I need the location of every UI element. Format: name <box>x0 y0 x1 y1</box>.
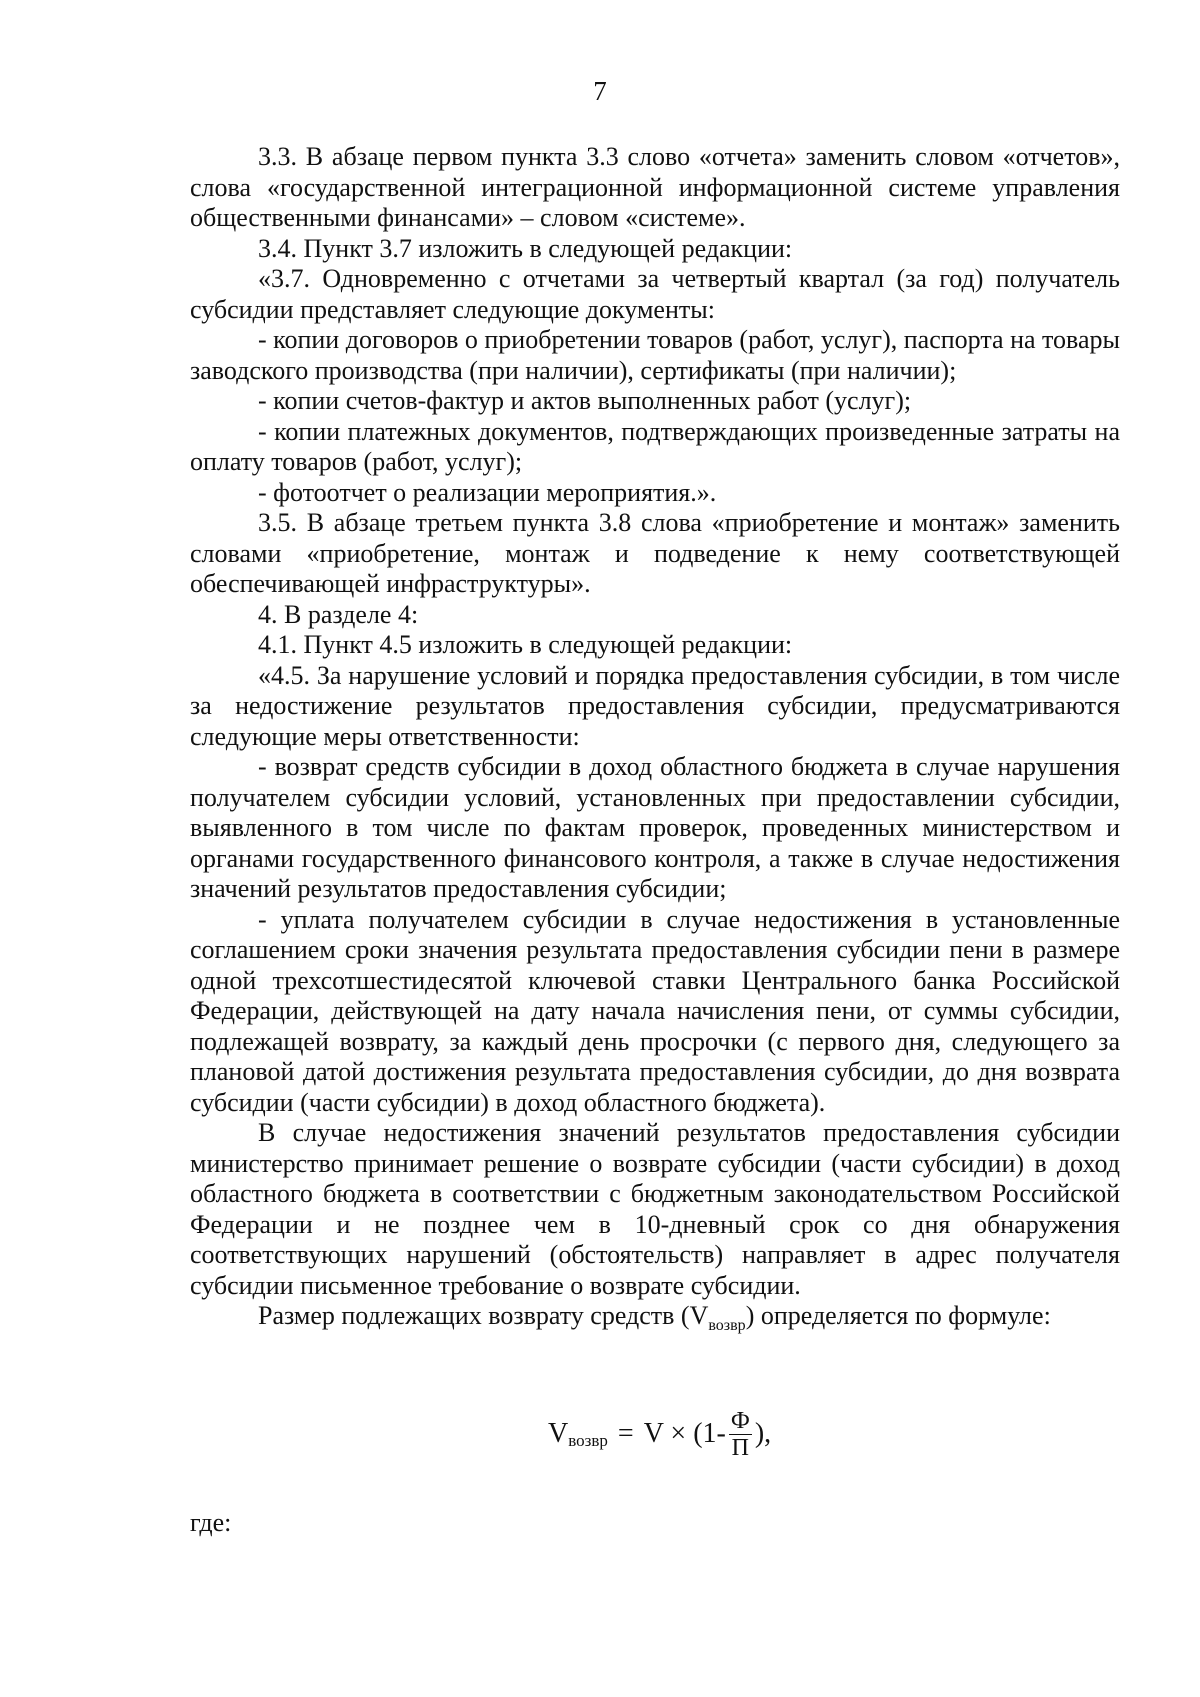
list-item-invoices: - копии счетов-фактур и актов выполненных работ (услуг); <box>258 386 912 415</box>
list-item-penalty: - уплата получателем субсидии в случае недостижения в установленные соглашением сроки значения результата предоставления субсидии пени в размере одной трехсотшестидесятой ключевой ставки Центрального банка Российской Федерации, действующей на дату начала начисления пени, от суммы субсидии, подлежащей возврату, за каждый день просрочки (с первого дня, следующего за плановой датой достижения результата предоставления субсидии, до дня возврата субсидии (части субсидии) в доход областного бюджета). <box>190 904 1120 1117</box>
paragraph-3-4: 3.4. Пункт 3.7 изложить в следующей редакции: <box>258 233 793 263</box>
formula-rhs-suffix: ), <box>754 1418 772 1450</box>
paragraph-3-3: 3.3. В абзаце первом пункта 3.3 слово «отчета» заменить словом «отчетов», слова «государственной интеграционной информационной системе управления общественными финансами» – словом «системе». <box>190 142 1120 232</box>
paragraph-3-7-intro: «3.7. Одновременно с отчетами за четвертый квартал (за год) получатель субсидии представляет следующие документы: <box>190 264 1120 324</box>
paragraph-4-5-intro: «4.5. За нарушение условий и порядка предоставления субсидии, в том числе за недостижение результатов предоставления субсидии, предусматриваются следующие меры ответственности: <box>190 660 1120 751</box>
formula-denominator: П <box>731 1435 749 1462</box>
list-item-payment-docs: - копии платежных документов, подтверждающих произведенные затраты на оплату товаров (работ, услуг); <box>190 416 1120 476</box>
document-body <box>190 142 1120 1538</box>
formula-equals: = <box>617 1418 634 1450</box>
formula-numerator: Ф <box>730 1408 750 1435</box>
paragraph-nonachievement: В случае недостижения значений результатов предоставления субсидии министерство принимает решение о возврате субсидии (части субсидии) в доход областного бюджета в соответствии с бюджетным законодательством Российской Федерации и не позднее чем в 10-дневный срок со дня обнаружения соответствующих нарушений (обстоятельств) направляет в адрес получателя субсидии письменное требование о возврате субсидии. <box>190 1118 1120 1300</box>
page-number: 7 <box>593 76 607 106</box>
paragraph-formula-intro <box>190 1301 1120 1342</box>
paragraph-3-5: 3.5. В абзаце третьем пункта 3.8 слова «приобретение и монтаж» заменить словами «приобретение, монтаж и подведение к нему соответствующей обеспечивающей инфраструктуры». <box>190 508 1120 598</box>
formula-rhs-prefix: V × (1- <box>643 1418 726 1450</box>
where-label: где: <box>190 1507 232 1537</box>
formula-lhs-subscript: возвр <box>568 1431 608 1451</box>
formula-intro-text: Размер подлежащих возврату средств $(V_{возвр})$ определяется по формуле: <box>258 1301 1051 1335</box>
paragraph-4: 4. В разделе 4: <box>258 599 419 629</box>
list-item-refund: - возврат средств субсидии в доход областного бюджета в случае нарушения получателем субсидии условий, установленных при предоставлении субсидии, выявленного в том числе по фактам проверок, проведенных министерством и органами государственного финансового контроля, а также в случае недостижения значений результатов предоставления субсидии; <box>190 752 1120 903</box>
formula-fraction <box>729 1408 752 1461</box>
formula-lhs-symbol: V <box>548 1418 569 1450</box>
list-item-contracts: - копии договоров о приобретении товаров (работ, услуг), паспорта на товары заводского производства (при наличии), сертификаты (при наличии); <box>190 325 1120 385</box>
paragraph-4-1: 4.1. Пункт 4.5 изложить в следующей редакции: <box>258 630 793 659</box>
refund-formula <box>190 1400 1120 1470</box>
list-item-photo-report: - фотоотчет о реализации мероприятия.». <box>258 477 717 507</box>
